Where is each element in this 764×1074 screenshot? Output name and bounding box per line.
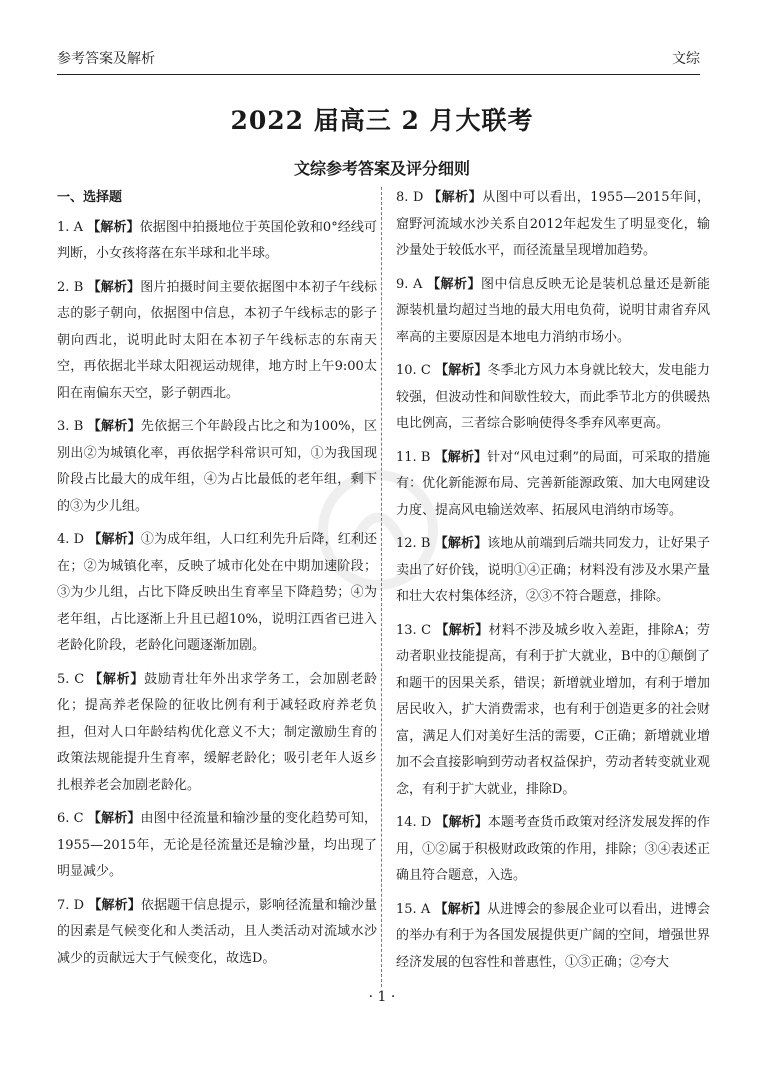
answer-number: 9. A	[396, 276, 423, 292]
answer-item	[57, 414, 377, 520]
answer-item	[57, 527, 377, 660]
answer-number: 3. B	[57, 419, 84, 434]
analysis-tag: 【解析】	[87, 219, 140, 235]
answer-text: 图中信息反映无论是装机总量还是新能源装机量均超过当地的最大用电负荷，说明甘肃省弃风率高的主要原因是本地电力消纳市场小。	[396, 276, 710, 345]
answer-text: 冬季北方风力本身就比较大，发电能力较强，但波动性和间歇性较大，而此季节北方的供暖热电比例高，三者综合影响使得冬季弃风率更高。	[396, 363, 710, 431]
answer-text: 材料不涉及城乡收入差距，排除A；劳动者职业技能提高，有利于扩大就业，B中的①颠倒了和题干的因果关系，错误；新增就业增加，有利于增加居民收入，扩大消费需求，也有利于创造更多的社会财富，满足人们对美好生活的需要，C正确；新增就业增加不会直接影响到劳动者权益保护，劳动者转变就业观念，有利于扩大就业，排除D。	[396, 622, 710, 797]
answer-number: 11. B	[396, 449, 431, 465]
answer-number: 14. D	[396, 815, 432, 830]
answer-text: 依据图中拍摄地位于英国伦敦和0°经线可判断，小女孩将落在东半球和北半球。	[57, 219, 377, 261]
answer-item	[396, 531, 710, 611]
answer-item	[396, 445, 710, 525]
answer-item	[396, 810, 710, 890]
answer-text: 鼓励青壮年外出求学务工，会加剧老龄化；提高养老保险的征收比例有利于减轻政府养老负担，但对人口年龄结构优化意义不大；制定激励生育的政策法规能提升生育率，缓解老龄化；吸引老年人返乡扎根养老会加剧老龄化。	[57, 671, 377, 793]
header-right-label: 文综	[672, 51, 700, 67]
analysis-tag: 【解析】	[435, 363, 488, 378]
answer-number: 6. C	[57, 811, 84, 826]
page-subtitle: 文综参考答案及评分细则	[293, 159, 470, 178]
analysis-tag: 【解析】	[88, 532, 141, 547]
analysis-tag: 【解析】	[434, 449, 488, 465]
answer-item	[57, 893, 377, 973]
answer-number: 10. C	[396, 363, 431, 378]
header-left-label: 参考答案及解析	[57, 51, 155, 67]
analysis-tag: 【解析】	[427, 276, 482, 292]
answer-item	[396, 618, 710, 804]
answer-number: 5. C	[57, 671, 85, 687]
answer-text: 图片拍摄时间主要依据图中本初子午线标志的影子朝向，依据图中信息，本初子午线标志的影子朝向西北，说明此时太阳在本初子午线标志的东南天空，再依据北半球太阳视运动规律，地方时上午9:00太阳在南偏东天空，影子朝西北。	[57, 279, 377, 401]
answer-item	[57, 275, 377, 408]
answer-item	[396, 185, 710, 265]
analysis-tag: 【解析】	[87, 811, 141, 826]
analysis-tag: 【解析】	[434, 536, 488, 551]
analysis-tag: 【解析】	[435, 622, 489, 638]
answer-text: 依据题干信息提示，影响径流量和输沙量的因素是气候变化和人类活动，且人类活动对流域水沙减少的贡献远大于气候变化，故选D。	[57, 897, 377, 966]
answer-item	[396, 358, 710, 438]
answer-number: 7. D	[57, 897, 85, 913]
answer-item	[396, 272, 710, 352]
analysis-tag: 【解析】	[87, 279, 141, 295]
answer-number: 12. B	[396, 536, 431, 551]
page-title: 2022 届高三 2 月大联考	[230, 106, 534, 135]
answer-text: 先依据三个年龄段占比之和为100%，区别出②为城镇化率，再依据学科常识可知，①为我国现阶段占比最大的成年组，④为占比最低的老年组，剩下的③为少儿组。	[57, 419, 377, 514]
answer-text: 从进博会的参展企业可以看出，进博会的举办有利于为各国发展提供更广阔的空间，增强世界经济发展的包容性和普惠性，①③正确；②夸大	[396, 901, 710, 970]
page-number: · 1 ·	[368, 989, 396, 1005]
analysis-tag: 【解析】	[89, 671, 145, 687]
answer-number: 8. D	[396, 190, 424, 205]
answer-number: 13. C	[396, 622, 432, 638]
analysis-tag: 【解析】	[88, 897, 141, 913]
analysis-tag: 【解析】	[435, 815, 488, 830]
answer-text: 从图中可以看出，1955—2015年间，窟野河流域水沙关系自2012年起发生了明显变化，输沙量处于较低水平，而径流量呈现增加趋势。	[396, 190, 711, 258]
answer-text: 本题考查货币政策对经济发展发挥的作用，①②属于积极财政政策的作用，排除；③④表述正确且符合题意，入选。	[396, 815, 710, 883]
left-column	[57, 185, 377, 979]
section-title: 一、选择题	[57, 190, 123, 205]
analysis-tag: 【解析】	[434, 901, 488, 917]
right-column	[396, 185, 710, 983]
answer-number: 4. D	[57, 532, 85, 547]
answer-text: 由图中径流量和输沙量的变化趋势可知，1955—2015年，无论是径流量还是输沙量，均出现了明显减少。	[57, 811, 377, 879]
analysis-tag: 【解析】	[87, 419, 141, 434]
answer-item	[57, 667, 377, 800]
answer-number: 2. B	[57, 279, 84, 295]
answer-item	[396, 897, 710, 977]
answer-number: 15. A	[396, 901, 431, 917]
answer-text: 针对“风电过剩”的局面，可采取的措施有：优化新能源布局、完善新能源政策、加大电网建设力度、提高风电输送效率、拓展风电消纳市场等。	[396, 449, 710, 518]
column-divider	[381, 187, 382, 987]
answer-number: 1. A	[57, 219, 84, 235]
answer-item	[57, 806, 377, 886]
answer-text: ①为成年组，人口红利先升后降，红利还在；②为城镇化率，反映了城市化处在中期加速阶段；③为少儿组，占比下降反映出生育率呈下降趋势；④为老年组，占比逐渐上升且已超10%，说明江西省已进入老龄化阶段，老龄化问题逐渐加剧。	[57, 532, 377, 653]
answer-item	[57, 215, 377, 268]
page-header	[57, 46, 700, 75]
answer-text: 该地从前端到后端共同发力，让好果子卖出了好价钱，说明①④正确；材料没有涉及水果产量和壮大农村集体经济，②③不符合题意，排除。	[396, 536, 710, 604]
analysis-tag: 【解析】	[428, 190, 483, 205]
